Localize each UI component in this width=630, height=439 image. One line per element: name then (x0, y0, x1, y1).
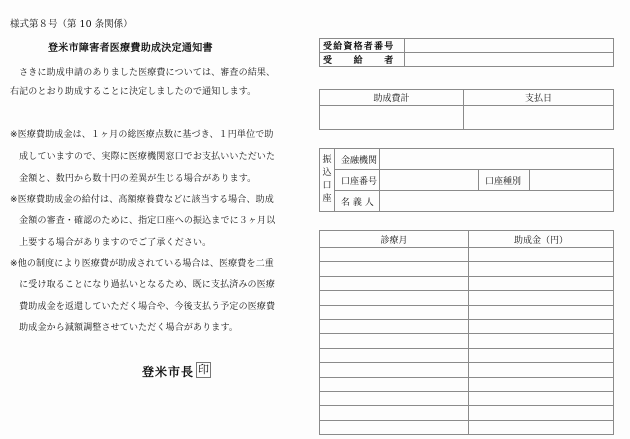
table-row (320, 305, 614, 319)
note-line: ※医療費助成金は、１ヶ月の総医療点数に基づき、１円単位で助 (10, 130, 274, 140)
note-line: 助成金から減額調整させていただく場合があります。 (10, 323, 239, 333)
subsidy-amount-cell[interactable] (469, 276, 614, 290)
payment-date-field[interactable] (464, 106, 614, 130)
account-type-field[interactable] (530, 170, 614, 191)
note-line: 金額と、数円から数十円の差異が生じる場合があります。 (10, 174, 257, 184)
treatment-month-cell[interactable] (320, 348, 469, 362)
table-row (320, 262, 614, 276)
subsidy-total-field[interactable] (320, 106, 464, 130)
table-row (320, 291, 614, 305)
recipient-table (319, 38, 614, 67)
account-number-label: 口座番号 (335, 170, 380, 191)
subsidy-amount-cell[interactable] (469, 363, 614, 377)
table-row (320, 248, 614, 262)
summary-table (319, 89, 614, 130)
table-row (320, 39, 614, 53)
subsidy-amount-cell[interactable] (469, 319, 614, 333)
bank-transfer-table (319, 148, 614, 212)
treatment-month-cell[interactable] (320, 363, 469, 377)
subsidy-amount-cell[interactable] (469, 420, 614, 434)
subsidy-amount-cell[interactable] (469, 248, 614, 262)
treatment-month-cell[interactable] (320, 377, 469, 391)
treatment-month-cell[interactable] (320, 334, 469, 348)
treatment-month-cell[interactable] (320, 276, 469, 290)
note-line: に受け取ることになり過払いとなるため、既に支払済みの医療 (10, 280, 275, 290)
table-row (320, 363, 614, 377)
subsidy-total-header: 助成費計 (320, 90, 464, 106)
table-row (320, 149, 614, 170)
intro-line-2: 右記のとおり助成することに決定しましたので通知します。 (10, 87, 257, 97)
subsidy-amount-cell[interactable] (469, 262, 614, 276)
table-row (320, 391, 614, 405)
treatment-month-cell[interactable] (320, 391, 469, 405)
subsidy-amount-cell[interactable] (469, 391, 614, 405)
table-header-row (320, 90, 614, 106)
note-line: 成していますので、実際に医療機関窓口でお支払いいただいた (10, 152, 276, 162)
table-row (320, 334, 614, 348)
note-line: 上要する場合がありますのでご了承ください。 (10, 238, 212, 248)
document-title: 登米市障害者医療費助成決定通知書 (48, 43, 213, 54)
note-line: 費助成金を返還していただく場合や、今後支払う予定の医療費 (10, 302, 276, 312)
recipient-number-label: 受給資格者番号 (320, 39, 405, 53)
intro-line-1: さきに助成申請のありました医療費については、審査の結果、 (10, 68, 276, 78)
treatment-month-cell[interactable] (320, 248, 469, 262)
account-type-label: 口座種別 (479, 170, 530, 191)
mayor-signature: 登米市長 (142, 365, 195, 379)
treatment-month-header: 診療月 (320, 231, 469, 248)
treatment-month-cell[interactable] (320, 420, 469, 434)
account-holder-field[interactable] (380, 191, 614, 212)
table-row (320, 276, 614, 290)
note-line: ※他の制度により医療費が助成されている場合は、医療費を二重 (10, 259, 274, 269)
table-row (320, 420, 614, 434)
table-row (320, 191, 614, 212)
table-header-row (320, 231, 614, 248)
table-row (320, 170, 614, 191)
form-number: 様式第８号（第 10 条関係） (10, 19, 133, 30)
subsidy-amount-cell[interactable] (469, 291, 614, 305)
account-number-field[interactable] (380, 170, 479, 191)
table-row (320, 319, 614, 333)
subsidy-amount-cell[interactable] (469, 305, 614, 319)
subsidy-amount-header: 助成金（円） (469, 231, 614, 248)
account-holder-label: 名 義 人 (335, 191, 380, 212)
subsidy-amount-cell[interactable] (469, 406, 614, 420)
note-line: ※医療費助成金の給付は、高額療養費などに該当する場合、助成 (10, 195, 274, 205)
payment-date-header: 支払日 (464, 90, 614, 106)
recipient-name-field[interactable] (405, 53, 614, 67)
seal-stamp: 印 (198, 363, 209, 376)
subsidy-amount-cell[interactable] (469, 348, 614, 362)
treatment-month-cell[interactable] (320, 406, 469, 420)
table-row (320, 377, 614, 391)
bank-label: 金融機関 (335, 149, 380, 170)
recipient-name-label: 受 給 者 (320, 53, 405, 67)
recipient-number-field[interactable] (405, 39, 614, 53)
subsidy-amount-cell[interactable] (469, 377, 614, 391)
transfer-account-group-label: 振 込 口 座 (320, 149, 335, 212)
treatment-month-cell[interactable] (320, 262, 469, 276)
table-row (320, 406, 614, 420)
bank-field[interactable] (380, 149, 614, 170)
detail-table (319, 230, 614, 435)
table-row (320, 348, 614, 362)
table-row (320, 53, 614, 67)
note-line: 金額の審査・確認のために、指定口座への振込までに３ヶ月以 (10, 216, 276, 226)
treatment-month-cell[interactable] (320, 319, 469, 333)
subsidy-amount-cell[interactable] (469, 334, 614, 348)
treatment-month-cell[interactable] (320, 305, 469, 319)
treatment-month-cell[interactable] (320, 291, 469, 305)
table-row (320, 106, 614, 130)
